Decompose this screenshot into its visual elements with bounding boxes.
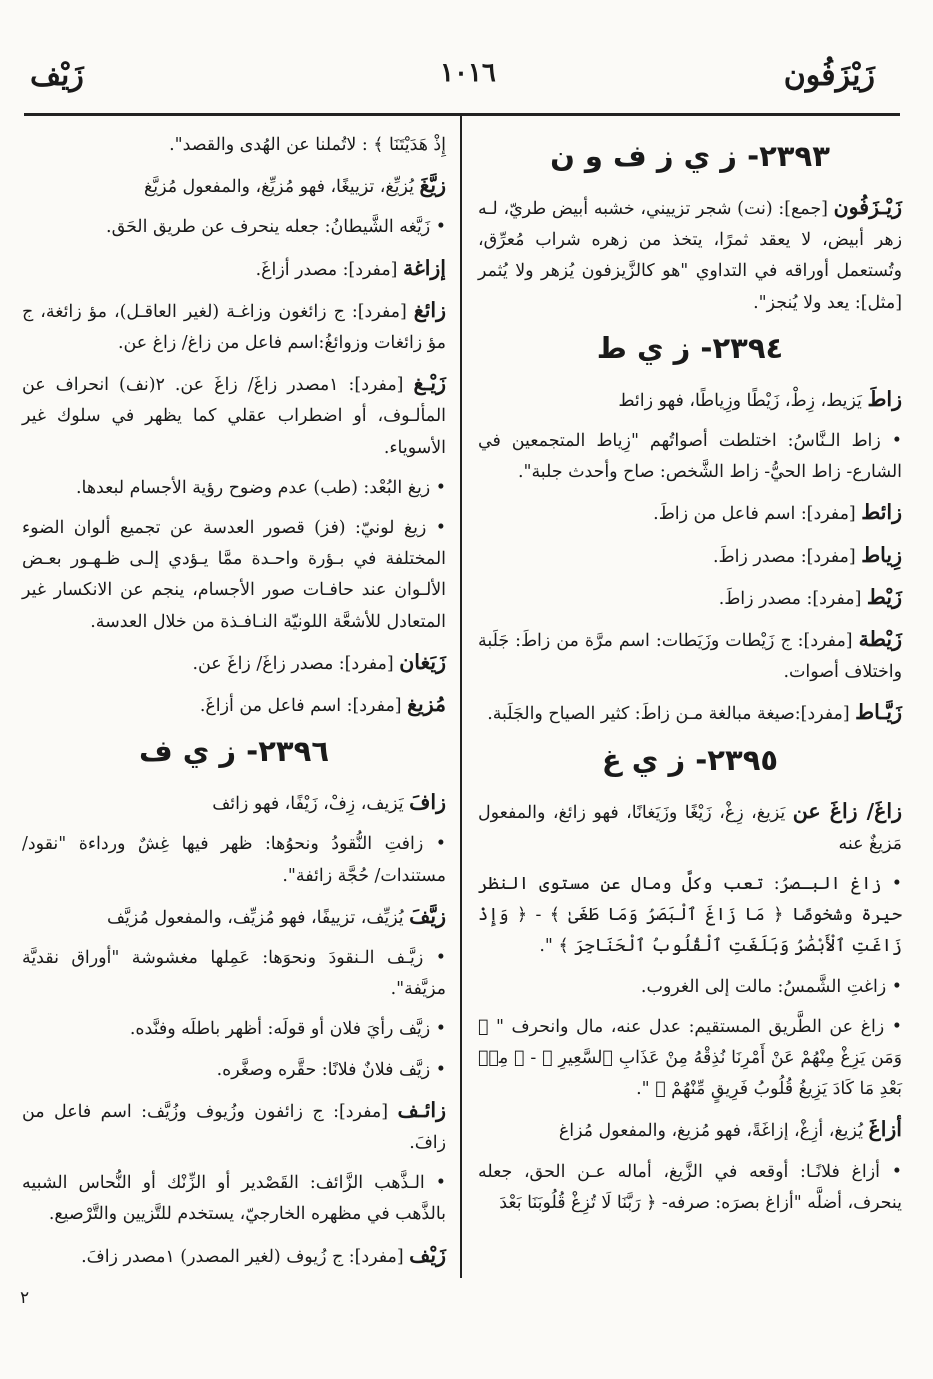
definition-text: [مفرد]: مصدر زاغَ/ زاغَ عن. bbox=[192, 653, 400, 674]
root-heading: ٢٣٩٥- ز ي غ bbox=[601, 742, 779, 777]
header-page-number: ١٠١٦ bbox=[440, 58, 496, 88]
headword: مُزيغ bbox=[407, 692, 446, 717]
definition-text: [مفرد]: اسم فاعل من أزاغَ. bbox=[199, 696, 408, 717]
root-heading: ٢٣٩٣- ز ي ز ف و ن bbox=[550, 139, 830, 173]
sense-bullet bbox=[22, 1055, 446, 1086]
definition-text: زيغ البُعْد: (طب) عدم وضوح رؤية الأجسام لبعدها. bbox=[76, 477, 431, 498]
dictionary-entry bbox=[22, 295, 446, 359]
definition-text: إِذْ هَدَيْتَنَا ﴾ : لاتُملنا عن الهُدى والقصد". bbox=[169, 135, 446, 155]
sense-bullet bbox=[478, 1157, 902, 1219]
headword: زائـف bbox=[397, 1097, 446, 1122]
sense-bullet bbox=[478, 1012, 902, 1106]
definition-text: يُزيِّف، تزييفًا، فهو مُزيِّف، والمفعول مُزيَّف bbox=[107, 907, 410, 928]
dictionary-entry bbox=[478, 697, 902, 730]
definition-text: زاغتِ الشَّمسُ: مالت إلى الغروب. bbox=[640, 976, 887, 997]
dictionary-entry bbox=[478, 384, 902, 417]
headword: زِياط bbox=[861, 542, 902, 567]
headword: زائغ bbox=[413, 297, 446, 322]
definition-text: يَزيغ، زِغْ، زَيْغًا وزَيَغانًا، فهو زائغ، والمفعول مَزيغٌ عنه bbox=[478, 802, 902, 854]
dictionary-entry bbox=[22, 1095, 446, 1159]
headword: زَيْف bbox=[409, 1242, 446, 1267]
definition-text: زافتِ النُّقودُ ونحوُها: ظهر فيها غِشٌ ورداءة "نقود/ مستندات/ حُجَّة زائفة". bbox=[22, 834, 446, 886]
sense-bullet bbox=[22, 829, 446, 891]
definition-text: الـذَّهب الزَّائف: القَصْدير أو الزِّنْك أو النُّحاس الشبيه بالذَّهب في مظهره الخارجيّ، يستخدم للتَّزيين والتَّرْصيع. bbox=[22, 1173, 446, 1225]
definition-text: زاط الـنَّاسُ: اختلطت أصواتُهم "زِياط المتجمعين في الشارع- زاط الحيُّ- زاط الشَّخص: صاح وأحدث جلبة". bbox=[478, 431, 902, 483]
sense-bullet bbox=[22, 473, 446, 504]
dictionary-entry bbox=[22, 1240, 446, 1273]
sense-bullet bbox=[478, 869, 902, 963]
definition-text: يُزيِّغ، تزييغًا، فهو مُزيِّغ، والمفعول مُزيَّغ bbox=[144, 177, 420, 198]
dictionary-entry bbox=[22, 689, 446, 722]
headword: زَيْط bbox=[866, 584, 902, 609]
definition-text: [مفرد]: اسم فاعل من زاطَ. bbox=[653, 504, 862, 525]
left-column bbox=[22, 130, 446, 1282]
definition-text: [مفرد]: مصدر أزاغَ. bbox=[255, 259, 403, 280]
definition-text: يَزيط، زِطْ، زَيْطًا وزِياطًا، فهو زائط bbox=[618, 390, 868, 411]
sense-bullet bbox=[22, 1168, 446, 1230]
definition-text: [مفرد]: ج زَيْطات وزَيَطات: اسم مرَّة من زاطَ: جَلَبة واختلاف أصوات. bbox=[478, 631, 902, 683]
definition-text: [مفرد]:صيغة مبالغة مـن زاطَ: كثير الصياح والجَلَبة. bbox=[487, 704, 856, 725]
dictionary-entry bbox=[22, 787, 446, 820]
definition-text: [مفرد]: مصدر زاطَ. bbox=[718, 588, 867, 609]
headword: زيَّغَ bbox=[419, 173, 446, 198]
dictionary-entry bbox=[478, 582, 902, 615]
headword: إزاغة bbox=[402, 255, 446, 280]
dictionary-entry bbox=[478, 540, 902, 573]
definition-text: زاغ البـصرُ: تعب وكلَّ ومال عن مستوى النظر حيرة وشخوصًا ﴿ مَا زَاغَ ٱلْبَصَرُ وَمَا طَغَىٰ ﴾ - ﴿ وَإِذْ زَاغَتِ ٱلْأَبْصَٰرُ وَبَلَغَتِ ٱلْقُلُوبُ ٱلْحَنَاجِرَ ﴾ ". bbox=[478, 874, 902, 957]
headword: زَيْـزَفُون bbox=[833, 195, 902, 219]
dictionary-entry bbox=[478, 1114, 902, 1147]
definition-text: زيَّـف الـنقودَ ونحوَها: عَمِلها مغشوشة "أوراق نقديَّة مزيَّفة". bbox=[22, 948, 446, 1000]
sense-bullet bbox=[22, 1014, 446, 1045]
definition-text: [مفرد]: ج زائفون وزُيوف وزُيَّف: اسم فاعل من زافَ. bbox=[22, 1101, 446, 1154]
dictionary-entry bbox=[22, 901, 446, 934]
headword: زَيَّـاط bbox=[855, 700, 902, 725]
definition-text: [مفرد]: ج زائغون وزاغـة (لغير العاقـل)، مؤ زائغة، ج مؤ زائغات وزوائغُ:اسم فاعل من زاغ/ زاغ عن. bbox=[22, 301, 446, 354]
page-footnote-number: ٢ bbox=[20, 1288, 30, 1308]
definition-text: زاغ عن الطَّريق المستقيم: عدل عنه، مال وانحرف " ﴿ وَمَن يَزِغْ مِنْهُمْ عَنْ أَمْرِنَا نُذِقْهُ مِنْ عَذَابِ ٱلسَّعِيرِ ﴾ - ﴿ مِنۢ بَعْدِ مَا كَادَ يَزِيغُ قُلُوبُ فَرِيقٍ مِّنْهُمْ ﴾ ". bbox=[478, 1016, 902, 1100]
entry-continuation bbox=[22, 130, 446, 161]
definition-text: [مفرد]: ج زُيوف (لغير المصدر) ١مصدر زافَ. bbox=[81, 1246, 410, 1267]
root-heading: ٢٣٩٦- ز ي ف bbox=[138, 734, 330, 769]
headword: زائط bbox=[861, 500, 902, 525]
running-header bbox=[0, 58, 933, 104]
definition-text: زيَّف فلانٌ فلانًا: حقَّره وصغَّره. bbox=[216, 1059, 431, 1080]
dictionary-entry bbox=[22, 647, 446, 680]
dictionary-entry bbox=[22, 368, 446, 464]
dictionary-entry bbox=[478, 624, 902, 688]
headword: زاغَ/ زاغَ عن bbox=[792, 798, 902, 823]
headword: زيَّفَ bbox=[409, 903, 446, 928]
headword: أزاغَ bbox=[868, 1117, 902, 1142]
dictionary-entry bbox=[478, 192, 902, 319]
definition-text: [مفرد]: مصدر زاطَ. bbox=[712, 546, 862, 567]
definition-text: [مفرد]: ١مصدر زاغَ/ زاغَ عن. ٢(نف) انحراف عن المألـوف، أو اضطراب عقلي كما يظهر في سلوك غير الأسوياء. bbox=[22, 375, 446, 458]
sense-bullet bbox=[478, 426, 902, 488]
header-guide-word-last: زَيْف bbox=[30, 58, 84, 93]
dictionary-entry bbox=[22, 170, 446, 203]
headword: زَيَغان bbox=[399, 649, 446, 674]
definition-text: يَزيف، زِفْ، زَيْفًا، فهو زائف bbox=[212, 794, 410, 815]
header-guide-word-first: زَيْزَفُون bbox=[783, 58, 875, 93]
dictionary-entry bbox=[478, 796, 902, 860]
headword: زافَ bbox=[409, 790, 446, 815]
definition-text: يُزيغ، أزِغْ، إزاغَةً، فهو مُزيغ، والمفعول مُزاغ bbox=[558, 1121, 869, 1142]
sense-bullet bbox=[22, 943, 446, 1005]
definition-text: [جمع]: (نت) شجر تزييني، خشبه أبيض طريّ، لـه زهر أبيض، لا يعقد ثمرًا، يتخذ من زهره شراب مُعرِّق، وتُستعمل أوراقه في التداوي "هو كالزَّيزفون يُزهر ولا يُثمر [مثل]: يعد ولا يُنجز". bbox=[478, 199, 902, 313]
sense-bullet bbox=[478, 972, 902, 1003]
dictionary-entry bbox=[478, 497, 902, 530]
dictionary-entry bbox=[22, 253, 446, 286]
headword: زَيْـغ bbox=[413, 371, 447, 396]
sense-bullet bbox=[22, 212, 446, 243]
header-rule bbox=[24, 113, 900, 116]
headword: زاطَ bbox=[867, 386, 902, 411]
sense-bullet bbox=[22, 513, 446, 638]
right-column bbox=[478, 130, 902, 1228]
headword: زَيْطة bbox=[858, 627, 902, 652]
definition-text: أزاغ فلانًـا: أوقعه في الزَّيغ، أماله عـن الحق، جعله ينحرف، أضلَّه "أزاغ بصرَه: صرفه- ﴿ رَبَّنَا لَا تُزِغْ قُلُوبَنَا بَعْدَ bbox=[478, 1161, 902, 1213]
column-divider bbox=[460, 113, 462, 1278]
root-heading: ٢٣٩٤- ز ي ط bbox=[596, 330, 784, 365]
definition-text: زَيَّغه الشَّيطانُ: جعله ينحرف عن طريق الحَق. bbox=[106, 217, 431, 238]
definition-text: زيغ لونيّ: (فز) قصور العدسة عن تجميع ألوان الضوء المختلفة في بـؤرة واحـدة ممَّا يـؤدي إلـى ظـهـور بعـض الألـوان عند حافـات صور الأجسام، ينجم عن الانكسار غير المتعادل للأشعَّة اللونيّة النـافـذة من خلال العدسة. bbox=[22, 518, 446, 632]
definition-text: زيَّف رأيَ فلان أو قولَه: أظهر باطلَه وفنَّده. bbox=[129, 1019, 431, 1040]
